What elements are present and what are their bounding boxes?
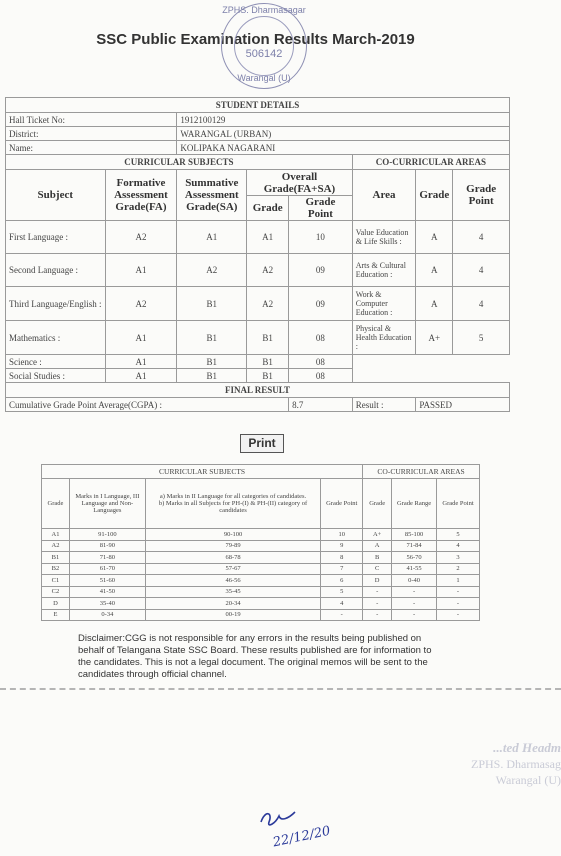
legend-cell-cgp: 1 <box>437 575 480 587</box>
seal-top-text: ZPHS. Dharmasagar <box>222 5 306 15</box>
sa-grade: A2 <box>177 254 247 287</box>
fa-grade: A1 <box>105 321 177 355</box>
district-label: District: <box>6 127 177 141</box>
legend-cell-m1: 51-60 <box>69 575 145 587</box>
name-value: KOLIPAKA NAGARANI <box>177 141 510 155</box>
legend-cell-cgp: 3 <box>437 552 480 564</box>
legend-cell-m2: 79-89 <box>145 540 320 552</box>
handwritten-signature <box>255 800 335 850</box>
seal-bottom-text: Warangal (U) <box>237 73 291 83</box>
legend-cell-grade: E <box>42 609 70 621</box>
legend-cell-cr: 0-40 <box>392 575 437 587</box>
legend-cell-cg: B <box>363 552 392 564</box>
table-row <box>6 254 510 287</box>
curricular-header: CURRICULAR SUBJECTS <box>6 155 353 170</box>
table-row <box>6 287 510 321</box>
col-gp: Grade Point <box>289 196 353 221</box>
col-subject: Subject <box>6 170 106 221</box>
print-button[interactable]: Print <box>240 434 284 453</box>
legend-cell-cg: - <box>363 586 392 598</box>
legend-cell-cr: - <box>392 586 437 598</box>
legend-cell-cg: C <box>363 563 392 575</box>
sa-grade: B1 <box>177 287 247 321</box>
page-title: SSC Public Examination Results March-2019 <box>96 31 415 48</box>
col-co-grade: Grade <box>416 170 453 221</box>
school-seal <box>221 3 307 89</box>
subject-name: Science : <box>6 355 106 369</box>
legend-cell-m1: 0-34 <box>69 609 145 621</box>
legend-cell-cr: 71-84 <box>392 540 437 552</box>
legend-cell-m2: 68-78 <box>145 552 320 564</box>
student-details-header: STUDENT DETAILS <box>6 98 510 113</box>
legend-cell-cgp: - <box>437 609 480 621</box>
grade-point: 08 <box>289 321 353 355</box>
co-grade: A <box>416 254 453 287</box>
final-result-row <box>6 398 510 412</box>
legend-cell-gp: 6 <box>321 575 363 587</box>
result-value: PASSED <box>416 398 510 412</box>
legend-cell-cr: - <box>392 598 437 610</box>
overall-grade: A2 <box>247 287 289 321</box>
legend-cell-gp: 8 <box>321 552 363 564</box>
legend-col-marks2-b: b) Marks in all Subjects for PH-(I) & PH-(II) category of candidates <box>158 500 308 514</box>
grade-point: 09 <box>289 254 353 287</box>
legend-row <box>42 609 480 621</box>
legend-cell-cg: - <box>363 598 392 610</box>
stamp-line-2: ZPHS. Dharmasag <box>471 757 561 771</box>
co-grade: A+ <box>416 321 453 355</box>
disclaimer-text: Disclaimer:CGG is not responsible for any errors in the results being published on behalf of Telangana State SSC Board. These results published are for information to the candidates. This is not a legal document. The original memos will be sent to the candidates through official channel. <box>78 633 432 680</box>
legend-cell-gp: 9 <box>321 540 363 552</box>
cgpa-label: Cumulative Grade Point Average(CGPA) : <box>6 398 289 412</box>
results-table <box>5 97 510 412</box>
fa-grade: A1 <box>105 355 177 369</box>
stamp-line-1: ...ted Headm <box>493 740 561 755</box>
legend-col-gp: Grade Point <box>321 479 363 529</box>
co-grade-point: 4 <box>453 287 510 321</box>
col-area: Area <box>352 170 416 221</box>
legend-cell-grade: B1 <box>42 552 70 564</box>
legend-cell-cgp: 2 <box>437 563 480 575</box>
co-grade-point: 4 <box>453 254 510 287</box>
empty-cell <box>352 355 509 383</box>
cgpa-value: 8.7 <box>289 398 353 412</box>
co-area: Value Education & Life Skills : <box>352 221 416 254</box>
legend-row <box>42 529 480 541</box>
subject-name: Mathematics : <box>6 321 106 355</box>
legend-co-header: CO-CURRICULAR AREAS <box>363 465 480 479</box>
name-label: Name: <box>6 141 177 155</box>
grade-point: 08 <box>289 355 353 369</box>
grade-legend-table <box>41 464 480 621</box>
legend-cell-m2: 35-45 <box>145 586 320 598</box>
legend-col-marks2-a: a) Marks in II Language for all categories of candidates. <box>159 493 307 500</box>
co-area: Arts & Cultural Education : <box>352 254 416 287</box>
district-row <box>6 127 510 141</box>
legend-col-co-gp: Grade Point <box>437 479 480 529</box>
legend-cell-m1: 81-90 <box>69 540 145 552</box>
legend-col-marks1: Marks in I Language, III Language and Non-Languages <box>69 479 145 529</box>
legend-cell-gp: - <box>321 609 363 621</box>
sa-grade: B1 <box>177 369 247 383</box>
co-grade: A <box>416 221 453 254</box>
legend-cell-m2: 90-100 <box>145 529 320 541</box>
legend-cell-m1: 41-50 <box>69 586 145 598</box>
hall-ticket-value: 1912100129 <box>177 113 510 127</box>
grade-point: 09 <box>289 287 353 321</box>
co-grade-point: 5 <box>453 321 510 355</box>
fa-grade: A2 <box>105 287 177 321</box>
signature-date: 22/12/20 <box>271 823 332 850</box>
legend-cell-gp: 4 <box>321 598 363 610</box>
legend-row <box>42 552 480 564</box>
legend-row <box>42 540 480 552</box>
sa-grade: B1 <box>177 321 247 355</box>
col-grade: Grade <box>247 196 289 221</box>
col-co-gp: Grade Point <box>453 170 510 221</box>
co-area: Work & Computer Education : <box>352 287 416 321</box>
subject-name: Social Studies : <box>6 369 106 383</box>
overall-grade: B1 <box>247 355 289 369</box>
result-label: Result : <box>352 398 416 412</box>
dashed-divider <box>0 688 561 690</box>
table-row <box>6 221 510 254</box>
legend-cell-cg: D <box>363 575 392 587</box>
legend-cell-m1: 35-40 <box>69 598 145 610</box>
legend-cell-grade: C1 <box>42 575 70 587</box>
legend-row <box>42 575 480 587</box>
legend-cell-m2: 57-67 <box>145 563 320 575</box>
table-row <box>6 355 510 369</box>
hall-ticket-label: Hall Ticket No: <box>6 113 177 127</box>
legend-cell-m1: 61-70 <box>69 563 145 575</box>
co-area: Physical & Health Education : <box>352 321 416 355</box>
overall-grade: B1 <box>247 369 289 383</box>
legend-col-marks2 <box>145 479 320 529</box>
subject-name: Second Language : <box>6 254 106 287</box>
legend-cell-cg: A+ <box>363 529 392 541</box>
legend-cell-grade: C2 <box>42 586 70 598</box>
legend-cell-m2: 20-34 <box>145 598 320 610</box>
legend-cell-cr: 85-100 <box>392 529 437 541</box>
final-result-header: FINAL RESULT <box>6 383 510 398</box>
table-row <box>6 321 510 355</box>
legend-col-co-grade: Grade <box>363 479 392 529</box>
legend-cell-cgp: 4 <box>437 540 480 552</box>
legend-cell-grade: A2 <box>42 540 70 552</box>
legend-cell-grade: A1 <box>42 529 70 541</box>
legend-row <box>42 598 480 610</box>
legend-curricular-header: CURRICULAR SUBJECTS <box>42 465 363 479</box>
legend-cell-gp: 7 <box>321 563 363 575</box>
hall-ticket-row <box>6 113 510 127</box>
co-curricular-header: CO-CURRICULAR AREAS <box>352 155 509 170</box>
legend-cell-cr: 41-55 <box>392 563 437 575</box>
col-overall: Overall Grade(FA+SA) <box>247 170 353 196</box>
district-value: WARANGAL (URBAN) <box>177 127 510 141</box>
legend-cell-cgp: - <box>437 586 480 598</box>
overall-grade: A1 <box>247 221 289 254</box>
headmaster-stamp <box>471 740 561 788</box>
overall-grade: B1 <box>247 321 289 355</box>
legend-cell-m1: 91-100 <box>69 529 145 541</box>
overall-grade: A2 <box>247 254 289 287</box>
legend-row <box>42 563 480 575</box>
legend-cell-cr: - <box>392 609 437 621</box>
grade-point: 10 <box>289 221 353 254</box>
fa-grade: A1 <box>105 254 177 287</box>
legend-cell-m1: 71-80 <box>69 552 145 564</box>
legend-row <box>42 586 480 598</box>
legend-cell-cgp: 5 <box>437 529 480 541</box>
legend-cell-gp: 10 <box>321 529 363 541</box>
col-sa: Summative Assessment Grade(SA) <box>177 170 247 221</box>
co-grade-point: 4 <box>453 221 510 254</box>
legend-cell-cg: - <box>363 609 392 621</box>
legend-col-grade: Grade <box>42 479 70 529</box>
legend-col-co-range: Grade Range <box>392 479 437 529</box>
legend-cell-grade: B2 <box>42 563 70 575</box>
sa-grade: B1 <box>177 355 247 369</box>
legend-cell-grade: D <box>42 598 70 610</box>
legend-cell-m2: 00-19 <box>145 609 320 621</box>
legend-cell-gp: 5 <box>321 586 363 598</box>
subject-name: Third Language/English : <box>6 287 106 321</box>
sa-grade: A1 <box>177 221 247 254</box>
col-fa: Formative Assessment Grade(FA) <box>105 170 177 221</box>
name-row <box>6 141 510 155</box>
legend-cell-cg: A <box>363 540 392 552</box>
fa-grade: A2 <box>105 221 177 254</box>
fa-grade: A1 <box>105 369 177 383</box>
legend-cell-m2: 46-56 <box>145 575 320 587</box>
stamp-line-3: Warangal (U) <box>495 773 561 787</box>
grade-point: 08 <box>289 369 353 383</box>
legend-cell-cgp: - <box>437 598 480 610</box>
co-grade: A <box>416 287 453 321</box>
seal-pin: 506142 <box>245 48 283 60</box>
legend-cell-cr: 56-70 <box>392 552 437 564</box>
subject-name: First Language : <box>6 221 106 254</box>
